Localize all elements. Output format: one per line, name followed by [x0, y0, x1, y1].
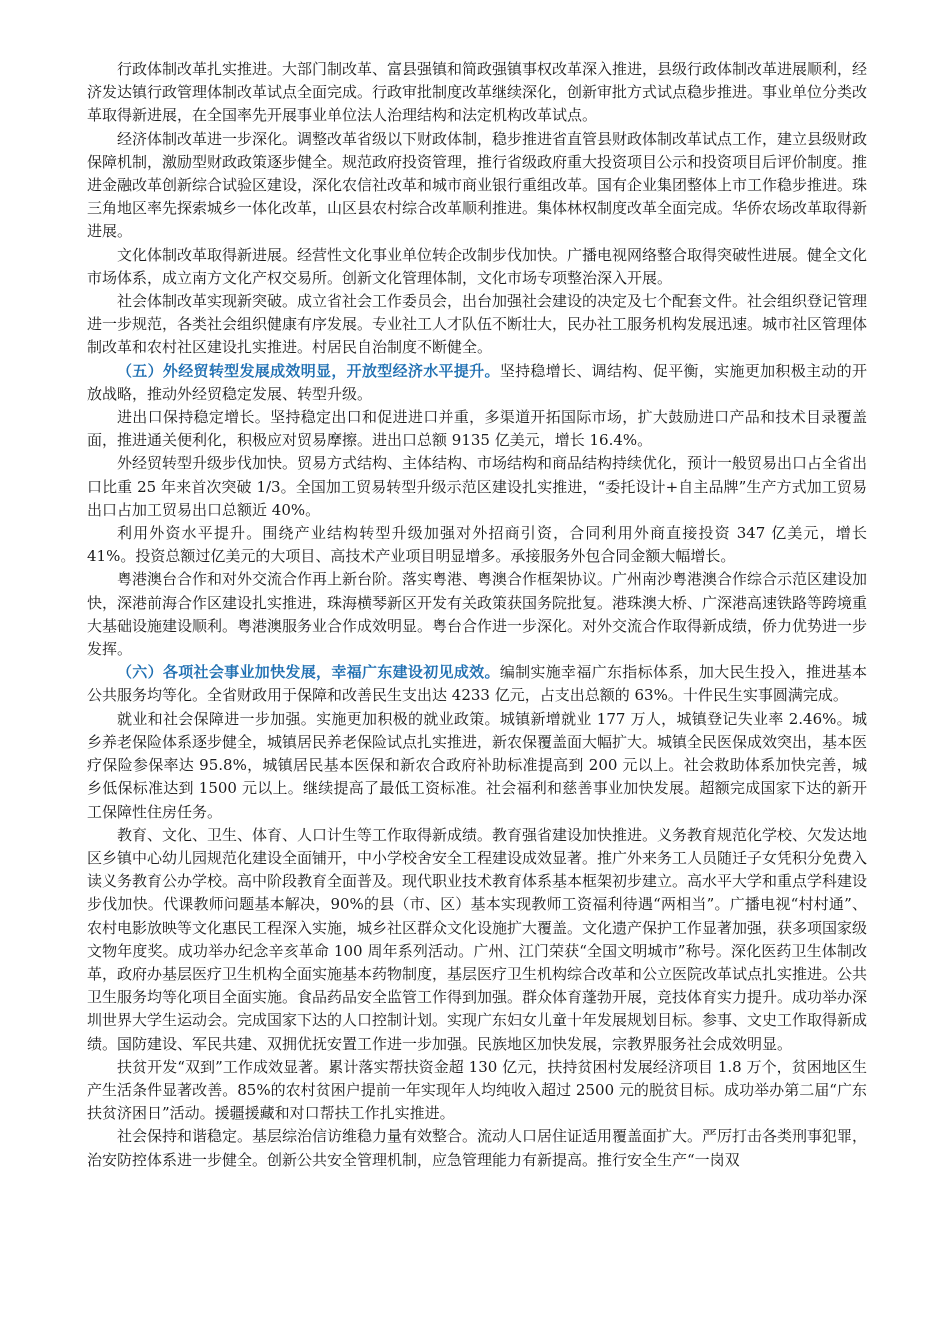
- paragraph-section-6: [87, 661, 867, 707]
- document-body: [87, 58, 867, 1172]
- paragraph-text: 利用外资水平提升。围绕产业结构转型升级加强对外招商引资，合同利用外商直接投资 347 亿美元，增长 41%。投资总额过亿美元的大项目、高技术产业项目明显增多。承接服务外包合同金额大幅增长。: [87, 524, 867, 566]
- paragraph-text: 社会体制改革实现新突破。成立省社会工作委员会，出台加强社会建设的决定及七个配套文件。社会组织登记管理进一步规范，各类社会组织健康有序发展。专业社工人才队伍不断壮大，民办社工服务机构发展迅速。城市社区管理体制改革和农村社区建设扎实推进。村居民自治制度不断健全。: [87, 292, 868, 357]
- paragraph-import-export: [87, 406, 867, 452]
- section-heading-5: （五）外经贸转型发展成效明显，开放型经济水平提升。: [117, 361, 500, 380]
- paragraph-text: 粤港澳台合作和对外交流合作再上新台阶。落实粤港、粤澳合作框架协议。广州南沙粤港澳合作综合示范区建设加快，深港前海合作区建设扎实推进，珠海横琴新区开发有关政策获国务院批复。港珠澳大桥、广深港高速铁路等跨境重大基础设施建设顺利。粤港澳服务业合作成效明显。粤台合作进一步深化。对外交流合作取得新成绩，侨力优势进一步发挥。: [87, 570, 868, 659]
- paragraph-section-5: [87, 360, 867, 406]
- paragraph-text: 外经贸转型升级步伐加快。贸易方式结构、主体结构、市场结构和商品结构持续优化，预计一般贸易出口占全省出口比重 25 年来首次突破 1/3。全国加工贸易转型升级示范区建设扎实推进，“委托设计+自主品牌”生产方式加工贸易出口占加工贸易出口总额近 40%。: [87, 454, 868, 519]
- paragraph-economic-reform: [87, 128, 867, 244]
- paragraph-text: 文化体制改革取得新进展。经营性文化事业单位转企改制步伐加快。广播电视网络整合取得突破性进展。健全文化市场体系，成立南方文化产权交易所。创新文化管理体制，文化市场专项整治深入开展。: [87, 245, 868, 287]
- paragraph-text: 编制实施幸福广东指标体系，加大民生投入，推进基本公共服务均等化。全省财政用于保障和改善民生支出达 4233 亿元，占支出总额的 63%。十件民生实事圆满完成。: [87, 663, 867, 705]
- paragraph-text: 教育、文化、卫生、体育、人口计生等工作取得新成绩。教育强省建设加快推进。义务教育规范化学校、欠发达地区乡镇中心幼儿园规范化建设全面铺开，中小学校舍安全工程建设成效显著。推广外来务工人员随迁子女凭积分免费入读义务教育公办学校。高中阶段教育全面普及。现代职业技术教育体系基本框架初步建立。高水平大学和重点学科建设步伐加快。代课教师问题基本解决，90%的县（市、区）基本实现教师工资福利待遇“两相当”。广播电视“村村通”、农村电影放映等文化惠民工程深入实施，城乡社区群众文化设施扩大覆盖。文化遗产保护工作显著加强，获多项国家级文物年度奖。成功举办纪念辛亥革命 100 周年系列活动。广州、江门荣获“全国文明城市”称号。深化医药卫生体制改革，政府办基层医疗卫生机构全面实施基本药物制度，基层医疗卫生机构综合改革和公立医院改革试点扎实推进。公共卫生服务均等化项目全面实施。食品药品安全监管工作得到加强。群众体育蓬勃开展，竞技体育实力提升。成功举办深圳世界大学生运动会。完成国家下达的人口控制计划。实现广东妇女儿童十年发展规划目标。参事、文史工作取得新成绩。国防建设、军民共建、双拥优抚安置工作进一步加强。民族地区加快发展，宗教界服务社会成效明显。: [87, 825, 868, 1053]
- paragraph-text: 就业和社会保障进一步加强。实施更加积极的就业政策。城镇新增就业 177 万人，城镇登记失业率 2.46%。城乡养老保险体系逐步健全，城镇居民养老保险试点扎实推进，新农保覆盖面大幅扩大。城镇全民医保成效突出，基本医疗保险参保率达 95.8%，城镇居民基本医保和新农合政府补助标准提高到 200 元以上。社会救助体系加快完善，城乡低保标准达到 1500 元以上。继续提高了最低工资标准。社会福利和慈善事业加快发展。超额完成国家下达的新开工保障性住房任务。: [87, 709, 868, 821]
- paragraph-employment-security: [87, 708, 867, 824]
- paragraph-foreign-investment: [87, 522, 867, 568]
- paragraph-text: 扶贫开发“双到”工作成效显著。累计落实帮扶资金超 130 亿元，扶持贫困村发展经济项目 1.8 万个，贫困地区生产生活条件显著改善。85%的农村贫困户提前一年实现年人均纯收入超过 2500 元的脱贫目标。成功举办第二届“广东扶贫济困日”活动。援疆援藏和对口帮扶工作扎实推进。: [87, 1057, 867, 1123]
- paragraph-regional-cooperation: [87, 568, 867, 661]
- paragraph-admin-reform: [87, 58, 867, 128]
- paragraph-text: 坚持稳增长、调结构、促平衡，实施更加积极主动的开放战略，推动外经贸稳定发展、转型升级。: [87, 361, 867, 403]
- paragraph-text: 社会保持和谐稳定。基层综治信访维稳力量有效整合。流动人口居住证适用覆盖面扩大。严厉打击各类刑事犯罪，治安防控体系进一步健全。创新公共安全管理机制，应急管理能力有新提高。推行安全生产“一岗双: [87, 1127, 868, 1169]
- paragraph-poverty-alleviation: [87, 1056, 867, 1126]
- paragraph-culture-reform: [87, 244, 867, 290]
- paragraph-text: 行政体制改革扎实推进。大部门制改革、富县强镇和简政强镇事权改革深入推进，县级行政体制改革进展顺利，经济发达镇行政管理体制改革试点全面完成。行政审批制度改革继续深化，创新审批方式试点稳步推进。事业单位分类改革取得新进展，在全国率先开展事业单位法人治理结构和法定机构改革试点。: [87, 60, 868, 125]
- paragraph-education-culture-health: [87, 824, 867, 1056]
- paragraph-trade-upgrade: [87, 452, 867, 522]
- paragraph-text: 经济体制改革进一步深化。调整改革省级以下财政体制，稳步推进省直管县财政体制改革试点工作，建立县级财政保障机制，激励型财政政策逐步健全。规范政府投资管理，推行省级政府重大投资项目公示和投资项目后评价制度。推进金融改革创新综合试验区建设，深化农信社改革和城市商业银行重组改革。国有企业集团整体上市工作稳步推进。珠三角地区率先探索城乡一体化改革，山区县农村综合改革顺利推进。集体林权制度改革全面完成。华侨农场改革取得新进展。: [87, 129, 868, 241]
- section-heading-6: （六）各项社会事业加快发展，幸福广东建设初见成效。: [117, 663, 500, 682]
- paragraph-text: 进出口保持稳定增长。坚持稳定出口和促进进口并重，多渠道开拓国际市场，扩大鼓励进口产品和技术目录覆盖面，推进通关便利化，积极应对贸易摩擦。进出口总额 9135 亿美元，增长 16.4%。: [87, 408, 867, 450]
- paragraph-social-stability: [87, 1125, 867, 1171]
- paragraph-social-reform: [87, 290, 867, 360]
